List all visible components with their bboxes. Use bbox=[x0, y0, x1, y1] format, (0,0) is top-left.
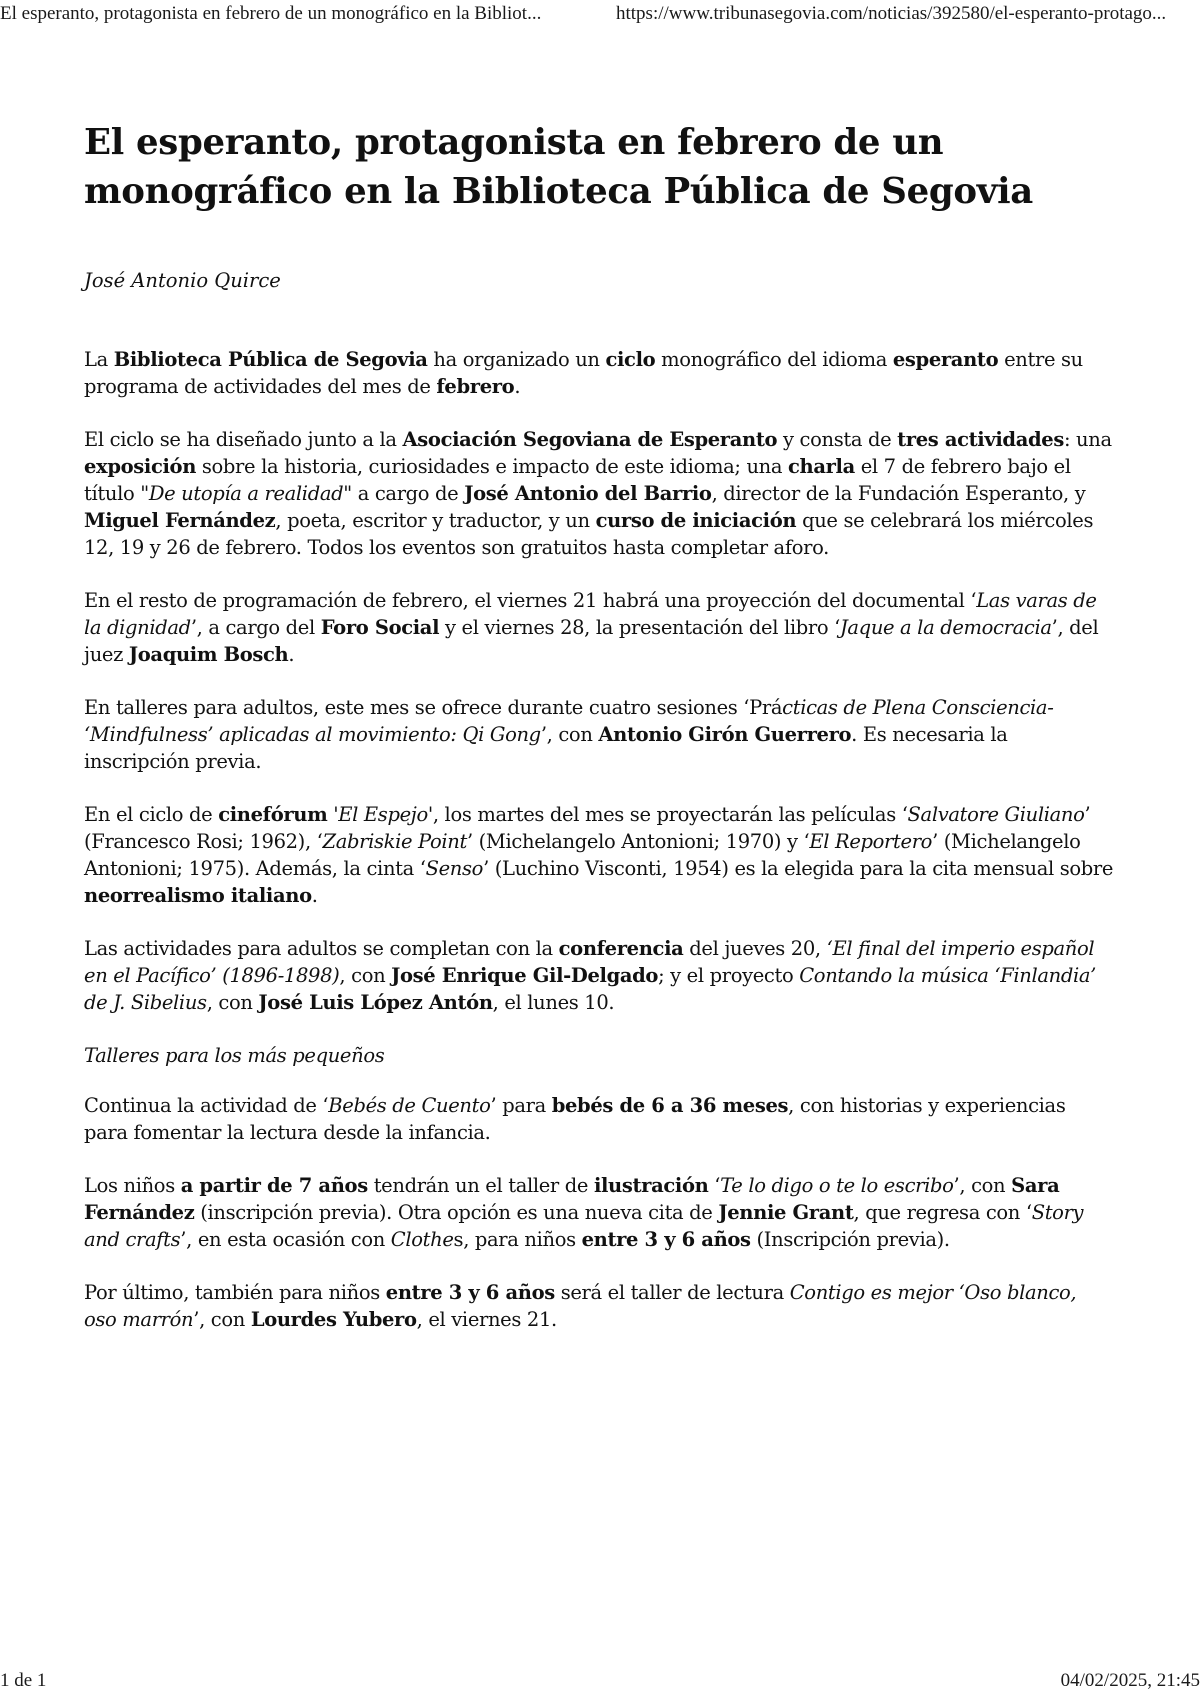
bold-run: Miguel Fernández bbox=[84, 509, 276, 532]
print-datetime: 04/02/2025, 21:45 bbox=[1060, 1670, 1200, 1691]
bold-run: Sara Fernández bbox=[84, 1174, 1060, 1224]
bold-run: conferencia bbox=[558, 937, 684, 960]
text-run: y el viernes 28, la presentación del libro ‘ bbox=[439, 616, 840, 639]
text-run: ; y el proyecto bbox=[658, 964, 800, 987]
article-body bbox=[84, 346, 1114, 1333]
text-run: ’, en esta ocasión con bbox=[180, 1228, 391, 1251]
text-run: Las actividades para adultos se completan con la bbox=[84, 937, 559, 960]
bold-run: exposición bbox=[84, 455, 197, 478]
italic-run: 'El Espejo' bbox=[333, 803, 433, 826]
text-run: , poeta, escritor y traductor, y un bbox=[275, 509, 596, 532]
text-run: ’, con bbox=[953, 1174, 1012, 1197]
italic-run: De utopía a realidad bbox=[148, 482, 344, 505]
italic-run: Las varas de la dignidad bbox=[84, 589, 1097, 639]
text-run: " a cargo de bbox=[343, 482, 465, 505]
bold-run: a partir de 7 años bbox=[180, 1174, 368, 1197]
text-run: . bbox=[311, 884, 318, 907]
text-run: s, para niños bbox=[453, 1228, 582, 1251]
text-run: ’ (Michelangelo Antonioni; 1970) y ‘ bbox=[466, 830, 810, 853]
text-run: : una bbox=[1063, 428, 1112, 451]
bold-run: bebés de 6 a 36 meses bbox=[551, 1094, 789, 1117]
text-run: Por último, también para niños bbox=[84, 1281, 386, 1304]
italic-run: ‘El final del imperio español en el Pacífico’ (1896-1898) bbox=[84, 937, 1095, 987]
bold-run: entre 3 y 6 años bbox=[581, 1228, 751, 1251]
text-run: sobre la historia, curiosidades e impacto de este idioma; una bbox=[196, 455, 788, 478]
article-title: El esperanto, protagonista en febrero de un monográfico en la Biblioteca Pública de Segovia bbox=[84, 122, 1033, 212]
italic-run: Clothe bbox=[390, 1228, 454, 1251]
text-run: En el ciclo de bbox=[84, 803, 219, 826]
text-run: el 7 de febrero bajo el título " bbox=[84, 455, 1071, 505]
text-run: entre su programa de actividades del mes de bbox=[84, 348, 1083, 398]
text-run: (inscripción previa). Otra opción es una nueva cita de bbox=[194, 1201, 719, 1224]
paragraph-7 bbox=[84, 1092, 1114, 1146]
paragraph-2 bbox=[84, 426, 1114, 561]
text-run: ’, con bbox=[193, 1308, 251, 1331]
italic-run: Contando la música ‘Finlandia’ de J. Sibelius bbox=[84, 964, 1096, 1014]
bold-run: Foro Social bbox=[320, 616, 440, 639]
text-run: , el viernes 21. bbox=[416, 1308, 557, 1331]
bold-run: tres actividades bbox=[897, 428, 1064, 451]
text-run: ha organizado un bbox=[427, 348, 606, 371]
text-run: Los niños bbox=[84, 1174, 181, 1197]
paragraph-9 bbox=[84, 1279, 1114, 1333]
text-run: , los martes del mes se proyectarán las películas ‘ bbox=[432, 803, 908, 826]
bold-run: Jennie Grant bbox=[718, 1201, 854, 1224]
page-count: 1 de 1 bbox=[0, 1670, 47, 1691]
bold-run: ciclo bbox=[605, 348, 656, 371]
bold-run: febrero bbox=[436, 375, 515, 398]
text-run: y consta de bbox=[777, 428, 898, 451]
text-run: ‘ bbox=[708, 1174, 721, 1197]
paragraph-8 bbox=[84, 1172, 1114, 1253]
text-run: , con bbox=[206, 991, 259, 1014]
paragraph-1 bbox=[84, 346, 1114, 400]
bold-run: neorrealismo italiano bbox=[84, 884, 312, 907]
print-url: https://www.tribunasegovia.com/noticias/392580/el-esperanto-protago... bbox=[616, 3, 1167, 24]
bold-run: Asociación Segoviana de Esperanto bbox=[402, 428, 778, 451]
italic-run: Story and crafts bbox=[84, 1201, 1084, 1251]
paragraph-4 bbox=[84, 694, 1114, 775]
italic-run: Zabriskie Point bbox=[322, 830, 467, 853]
italic-run: Contigo es mejor ‘Oso blanco, oso marrón bbox=[84, 1281, 1077, 1331]
article-author: José Antonio Quirce bbox=[84, 269, 281, 292]
bold-run: curso de iniciación bbox=[595, 509, 797, 532]
bold-run: esperanto bbox=[892, 348, 999, 371]
paragraph-3 bbox=[84, 587, 1114, 668]
bold-run: José Antonio del Barrio bbox=[464, 482, 712, 505]
bold-run: Antonio Girón Guerrero bbox=[598, 723, 852, 746]
bold-run: Lourdes Yubero bbox=[250, 1308, 417, 1331]
text-run: , con bbox=[339, 964, 392, 987]
text-run: (Inscripción previa). bbox=[750, 1228, 950, 1251]
text-run: , con historias y experiencias para fomentar la lectura desde la infancia. bbox=[84, 1094, 1066, 1144]
text-run: , el lunes 10. bbox=[492, 991, 615, 1014]
paragraph-5 bbox=[84, 801, 1114, 909]
paragraph-6 bbox=[84, 935, 1114, 1016]
text-run: ’ (Francesco Rosi; 1962), ‘ bbox=[84, 803, 1091, 853]
bold-run: Biblioteca Pública de Segovia bbox=[113, 348, 428, 371]
text-run: , que regresa con ‘ bbox=[853, 1201, 1032, 1224]
text-run: ’ para bbox=[490, 1094, 552, 1117]
italic-run: Te lo digo o te lo escribo bbox=[720, 1174, 954, 1197]
text-run: El ciclo se ha diseñado junto a la bbox=[84, 428, 403, 451]
text-run: La bbox=[84, 348, 114, 371]
text-run: En el resto de programación de febrero, el viernes 21 habrá una proyección del documental ‘ bbox=[84, 589, 977, 612]
text-run: será el taller de lectura bbox=[554, 1281, 790, 1304]
bold-run: José Enrique Gil-Delgado bbox=[391, 964, 659, 987]
italic-run: Bebés de Cuento bbox=[328, 1094, 491, 1117]
text-run: En talleres para adultos, este mes se ofrece durante cuatro sesiones ‘Prá bbox=[84, 696, 783, 719]
text-run: del jueves 20, bbox=[683, 937, 827, 960]
text-run: . bbox=[514, 375, 521, 398]
print-page-title: El esperanto, protagonista en febrero de un monográfico en la Bibliot... bbox=[0, 3, 542, 24]
bold-run: ilustración bbox=[593, 1174, 709, 1197]
text-run: tendrán un el taller de bbox=[367, 1174, 594, 1197]
print-header bbox=[0, 0, 1200, 30]
text-run: . bbox=[288, 643, 295, 666]
text-run: Continua la actividad de ‘ bbox=[84, 1094, 329, 1117]
text-run: . Es necesaria la inscripción previa. bbox=[84, 723, 1008, 773]
print-footer bbox=[0, 1670, 1200, 1695]
bold-run: José Luis López Antón bbox=[258, 991, 493, 1014]
text-run: que se celebrará los miércoles 12, 19 y 26 de febrero. Todos los eventos son gratuitos hasta completar aforo. bbox=[84, 509, 1094, 559]
bold-run: cinefórum bbox=[218, 803, 328, 826]
bold-run: charla bbox=[787, 455, 855, 478]
text-run: ’, con bbox=[540, 723, 599, 746]
bold-run: entre 3 y 6 años bbox=[385, 1281, 555, 1304]
italic-run: cticas de Plena Consciencia- ‘Mindfulness’ aplicadas al movimiento: Qi Gong bbox=[84, 696, 1054, 746]
italic-run: Salvatore Giuliano bbox=[907, 803, 1085, 826]
italic-run: El Reportero bbox=[809, 830, 933, 853]
text-run: ’, del juez bbox=[84, 616, 1099, 666]
text-run: ’ (Michelangelo Antonioni; 1975). Además, la cinta ‘ bbox=[84, 830, 1081, 880]
italic-run: Jaque a la democracia bbox=[839, 616, 1052, 639]
text-run: monográfico del idioma bbox=[655, 348, 893, 371]
text-run: ’, a cargo del bbox=[190, 616, 321, 639]
italic-run: Senso bbox=[425, 857, 484, 880]
text-run: ’ (Luchino Visconti, 1954) es la elegida para la cita mensual sobre bbox=[483, 857, 1114, 880]
bold-run: Joaquim Bosch bbox=[128, 643, 289, 666]
text-run: , director de la Fundación Esperanto, y bbox=[711, 482, 1086, 505]
section-subheading: Talleres para los más pequeños bbox=[84, 1044, 385, 1067]
article bbox=[84, 118, 1114, 1359]
